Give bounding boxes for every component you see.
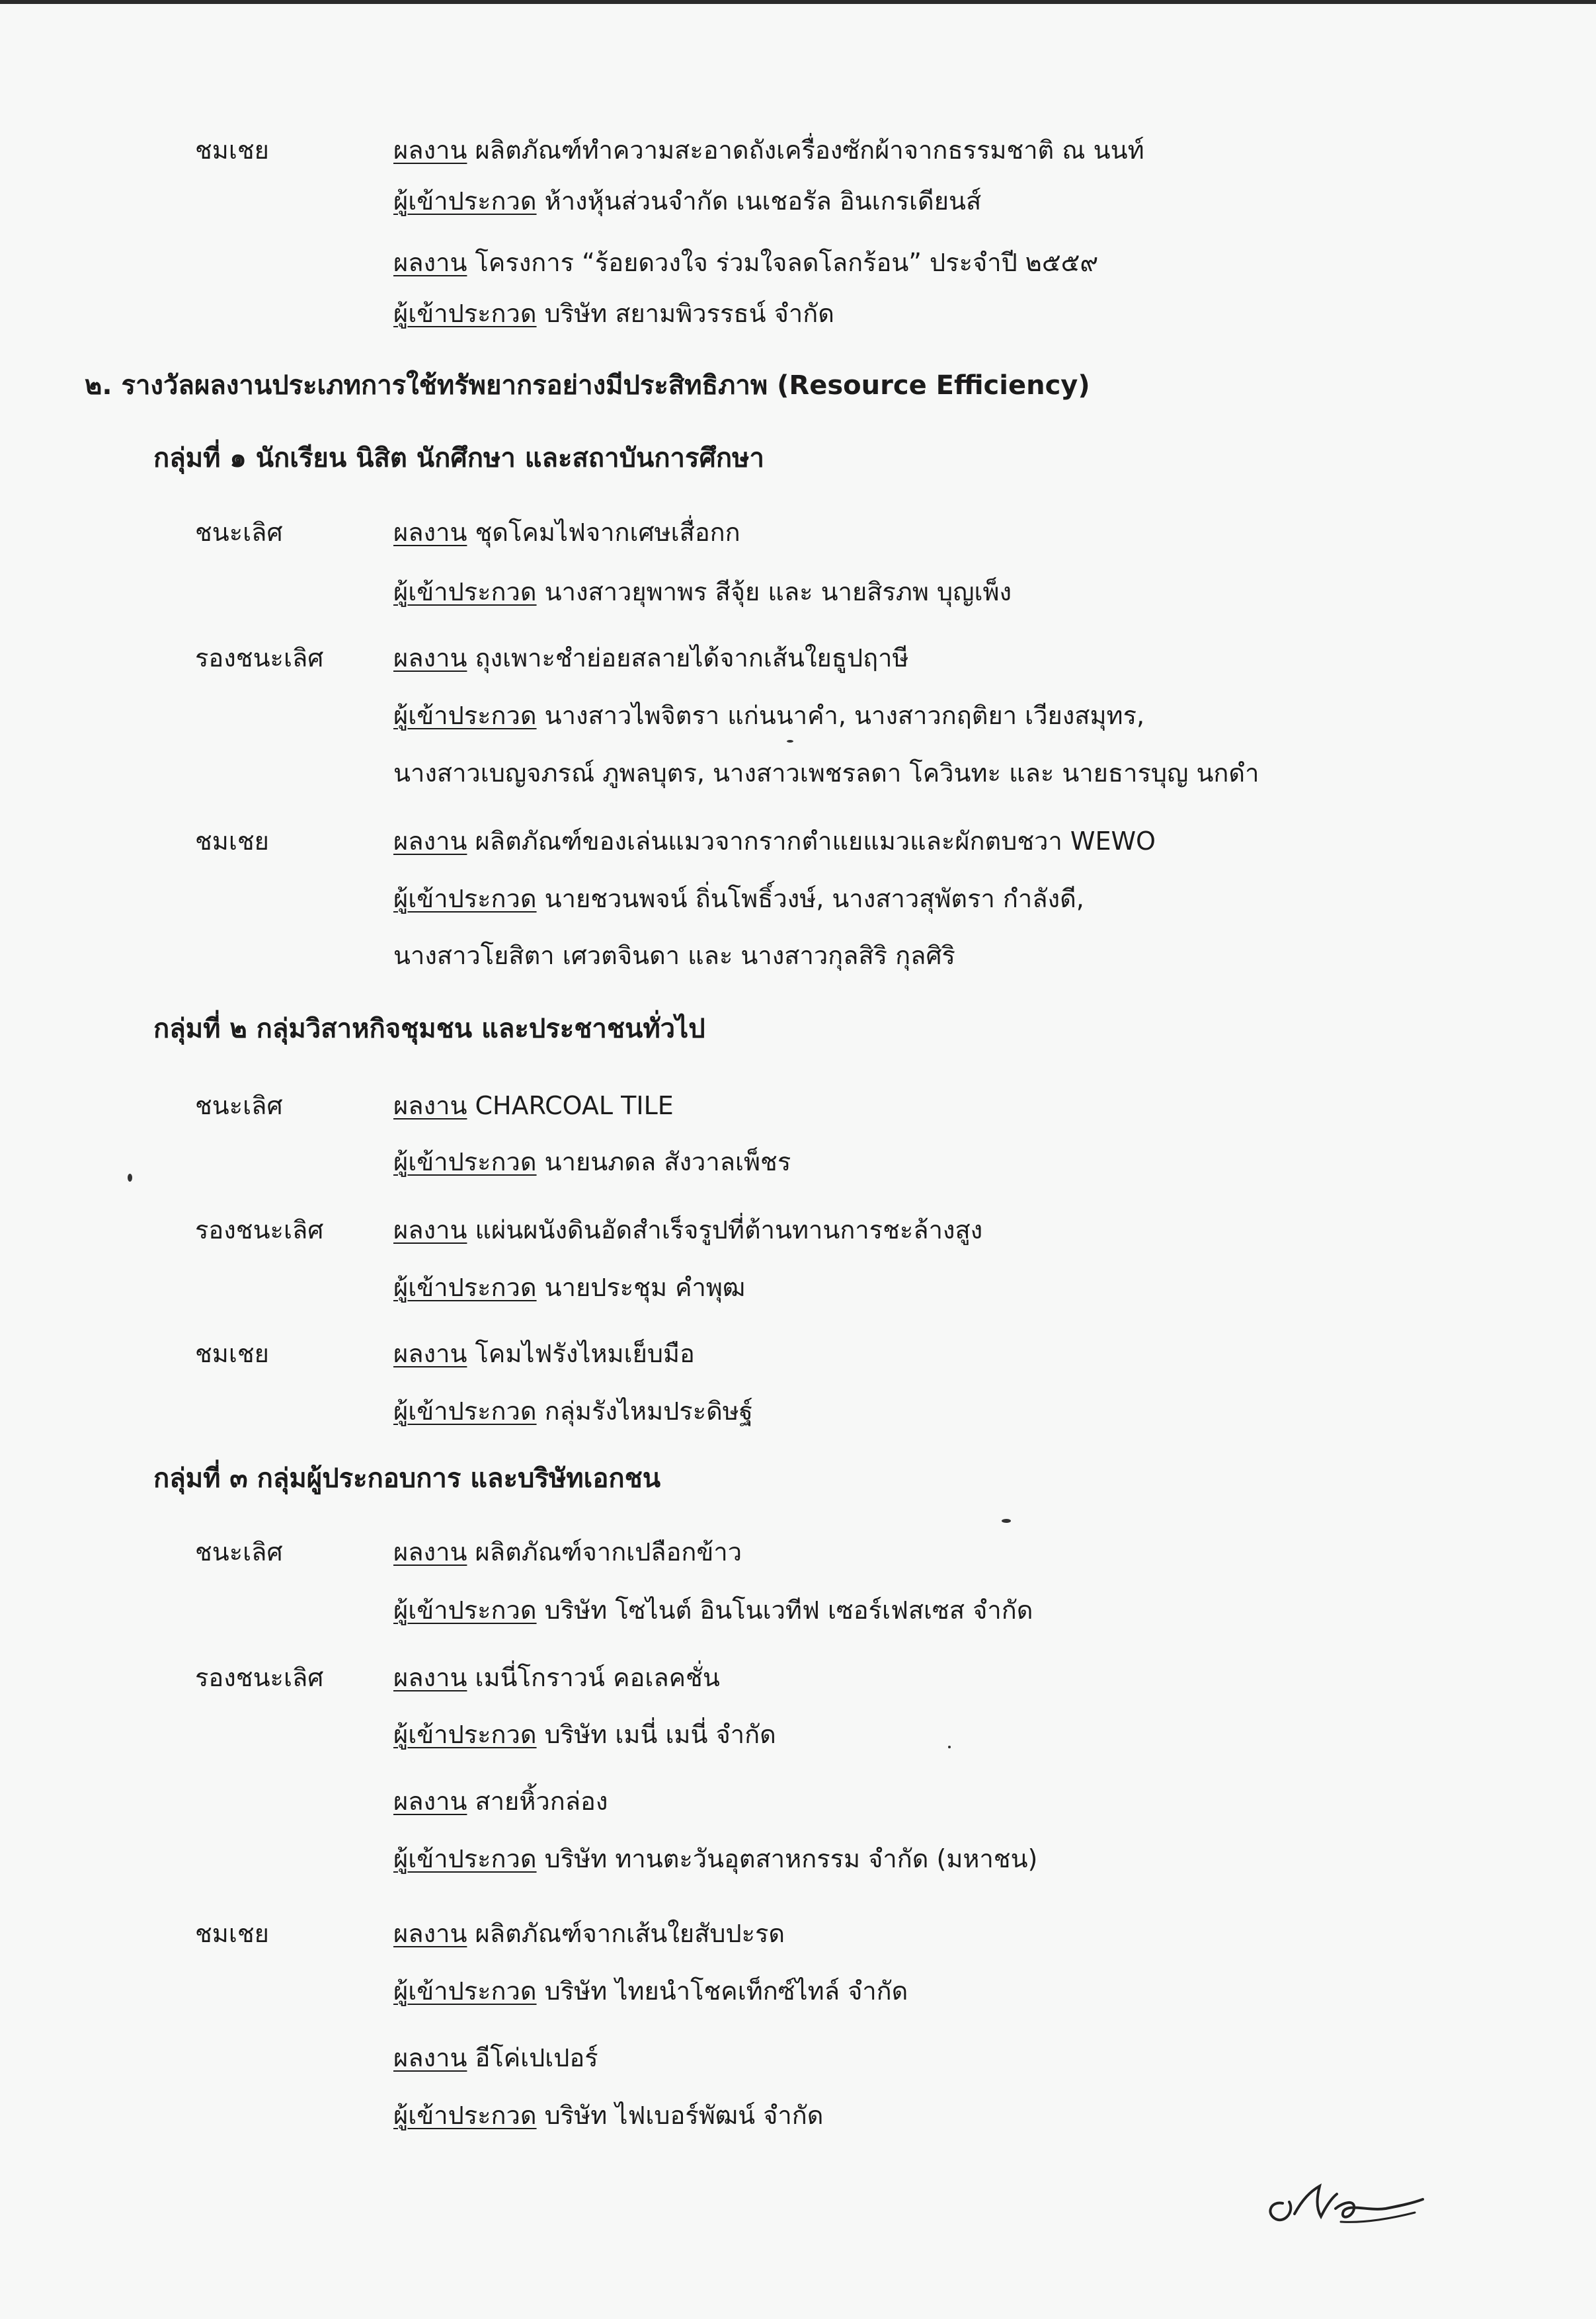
- rank-label: ชนะเลิศ: [195, 1537, 283, 1566]
- contestant-line: [393, 1841, 1037, 1877]
- work-line: [393, 1088, 674, 1123]
- contestant-name: นางสาวยุพาพร สีจุ้ย และ นายสิรภพ บุญเพ็ง: [544, 577, 1012, 606]
- contestant-line: [393, 881, 1084, 916]
- contestant-line: [393, 1592, 1033, 1628]
- contestant-name: บริษัท ทานตะวันอุตสาหกรรม จำกัด (มหาชน): [544, 1844, 1038, 1873]
- contestant-continuation: นางสาวเบญจภรณ์ ภูพลบุตร, นางสาวเพชรลดา โควินทะ และ นายธารบุญ นกดำ: [393, 758, 1259, 788]
- rank-label: รองชนะเลิศ: [195, 1663, 324, 1692]
- work-title: ผลิตภัณฑ์ทำความสะอาดถังเครื่องซักผ้าจากธรรมชาติ ณ นนท์: [475, 136, 1144, 165]
- rank-label: ชมเชย: [195, 827, 269, 856]
- work-label: ผลงาน: [393, 518, 467, 547]
- work-title: แผ่นผนังดินอัดสำเร็จรูปที่ต้านทานการชะล้างสูง: [475, 1215, 983, 1244]
- work-title: CHARCOAL TILE: [475, 1091, 674, 1120]
- contestant-label: ผู้เข้าประกวด: [393, 884, 537, 913]
- contestant-line: [393, 1717, 776, 1752]
- work-label: ผลงาน: [393, 1215, 467, 1244]
- work-line: [393, 2040, 598, 2076]
- work-label: ผลงาน: [393, 248, 467, 277]
- contestant-label: ผู้เข้าประกวด: [393, 1976, 537, 2006]
- work-line: [393, 514, 740, 550]
- rank-label: ชมเชย: [195, 1919, 269, 1948]
- work-line: [393, 640, 909, 676]
- work-label: ผลงาน: [393, 827, 467, 856]
- contestant-name: บริษัท เมนี่ เมนี่ จำกัด: [544, 1720, 776, 1749]
- contestant-name: นายชวนพจน์ ถิ่นโพธิ์วงษ์, นางสาวสุพัตรา กำลังดี,: [544, 884, 1084, 913]
- contestant-line: [393, 296, 834, 331]
- work-label: ผลงาน: [393, 643, 467, 672]
- scan-speck: [128, 1174, 132, 1182]
- contestant-label: ผู้เข้าประกวด: [393, 701, 537, 730]
- contestant-name: กลุ่มรังไหมประดิษฐ์: [544, 1397, 753, 1426]
- work-line: [393, 1783, 608, 1819]
- work-label: ผลงาน: [393, 1537, 467, 1566]
- contestant-label: ผู้เข้าประกวด: [393, 1397, 537, 1426]
- work-title: ชุดโคมไฟจากเศษเสื่อกก: [475, 518, 740, 547]
- work-line: [393, 1534, 742, 1570]
- work-label: ผลงาน: [393, 1339, 467, 1368]
- contestant-label: ผู้เข้าประกวด: [393, 1596, 537, 1625]
- section-heading: ๒. รางวัลผลงานประเภทการใช้ทรัพยากรอย่างมีประสิทธิภาพ (Resource Efficiency): [85, 370, 1090, 401]
- contestant-label: ผู้เข้าประกวด: [393, 577, 537, 606]
- contestant-name: นายนภดล สังวาลเพ็ชร: [544, 1147, 791, 1176]
- contestant-name: นายประชุม คำพุฒ: [544, 1273, 746, 1302]
- contestant-continuation: นางสาวโยสิตา เศวตจินดา และ นางสาวกุลสิริ กุลศิริ: [393, 941, 955, 970]
- group-heading: กลุ่มที่ ๑ นักเรียน นิสิต นักศึกษา และสถาบันการศึกษา: [153, 443, 764, 473]
- contestant-line: [393, 698, 1144, 733]
- group-heading: กลุ่มที่ ๒ กลุ่มวิสาหกิจชุมชน และประชาชนทั่วไป: [153, 1014, 705, 1044]
- work-label: ผลงาน: [393, 1091, 467, 1120]
- contestant-line: [393, 183, 981, 219]
- contestant-label: ผู้เข้าประกวด: [393, 1273, 537, 1302]
- contestant-name: บริษัท โซไนต์ อินโนเวทีฟ เซอร์เฟสเซส จำกัด: [544, 1596, 1033, 1625]
- work-line: [393, 132, 1144, 168]
- contestant-line: [393, 574, 1012, 610]
- scan-speck: [787, 740, 793, 743]
- work-title: ถุงเพาะชำย่อยสลายได้จากเส้นใยธูปฤาษี: [475, 643, 909, 672]
- contestant-name: นางสาวไพจิตรา แก่นนาคำ, นางสาวกฤติยา เวียงสมุทร,: [544, 701, 1145, 730]
- work-label: ผลงาน: [393, 136, 467, 165]
- work-title: โครงการ “ร้อยดวงใจ ร่วมใจลดโลกร้อน” ประจำปี ๒๕๕๙: [475, 248, 1099, 277]
- work-title: อีโค่เปเปอร์: [475, 2043, 598, 2072]
- handwritten-signature: [1256, 2162, 1428, 2235]
- contestant-label: ผู้เข้าประกวด: [393, 299, 537, 328]
- rank-label: ชนะเลิศ: [195, 1091, 283, 1120]
- work-title: ผลิตภัณฑ์ของเล่นแมวจากรากตำแยแมวและผักตบชวา WEWO: [475, 827, 1156, 856]
- work-label: ผลงาน: [393, 1663, 467, 1692]
- scan-speck: [1002, 1519, 1011, 1523]
- contestant-line: [393, 1144, 791, 1180]
- scan-speck: [948, 1746, 951, 1748]
- rank-label: รองชนะเลิศ: [195, 643, 324, 672]
- work-line: [393, 823, 1156, 859]
- contestant-line: [393, 2097, 823, 2133]
- contestant-label: ผู้เข้าประกวด: [393, 2101, 537, 2130]
- rank-label: ชมเชย: [195, 1339, 269, 1368]
- contestant-name: บริษัท ไทยนำโชคเท็กซ์ไทล์ จำกัด: [544, 1976, 908, 2006]
- work-title: โคมไฟรังไหมเย็บมือ: [475, 1339, 695, 1368]
- contestant-label: ผู้เข้าประกวด: [393, 1147, 537, 1176]
- contestant-label: ผู้เข้าประกวด: [393, 186, 537, 216]
- contestant-name: บริษัท สยามพิวรรธน์ จำกัด: [544, 299, 834, 328]
- work-title: เมนี่โกราวน์ คอเลคชั่น: [475, 1663, 720, 1692]
- work-label: ผลงาน: [393, 2043, 467, 2072]
- contestant-line: [393, 1270, 745, 1305]
- work-label: ผลงาน: [393, 1787, 467, 1816]
- work-line: [393, 1336, 695, 1371]
- group-heading: กลุ่มที่ ๓ กลุ่มผู้ประกอบการ และบริษัทเอกชน: [153, 1463, 661, 1494]
- work-title: สายหิ้วกล่อง: [475, 1787, 608, 1816]
- work-line: [393, 245, 1098, 280]
- contestant-name: บริษัท ไฟเบอร์พัฒน์ จำกัด: [544, 2101, 824, 2130]
- rank-label: ชนะเลิศ: [195, 518, 283, 547]
- work-line: [393, 1660, 720, 1695]
- work-title: ผลิตภัณฑ์จากเส้นใยสับปะรด: [475, 1919, 785, 1948]
- work-label: ผลงาน: [393, 1919, 467, 1948]
- contestant-label: ผู้เข้าประกวด: [393, 1720, 537, 1749]
- work-line: [393, 1916, 785, 1951]
- rank-label: รองชนะเลิศ: [195, 1215, 324, 1244]
- rank-label: ชมเชย: [195, 136, 269, 165]
- work-title: ผลิตภัณฑ์จากเปลือกข้าว: [475, 1537, 742, 1566]
- work-line: [393, 1212, 982, 1248]
- contestant-label: ผู้เข้าประกวด: [393, 1844, 537, 1873]
- contestant-line: [393, 1973, 908, 2009]
- contestant-name: ห้างหุ้นส่วนจำกัด เนเชอรัล อินเกรเดียนส์: [544, 186, 982, 216]
- contestant-line: [393, 1393, 753, 1429]
